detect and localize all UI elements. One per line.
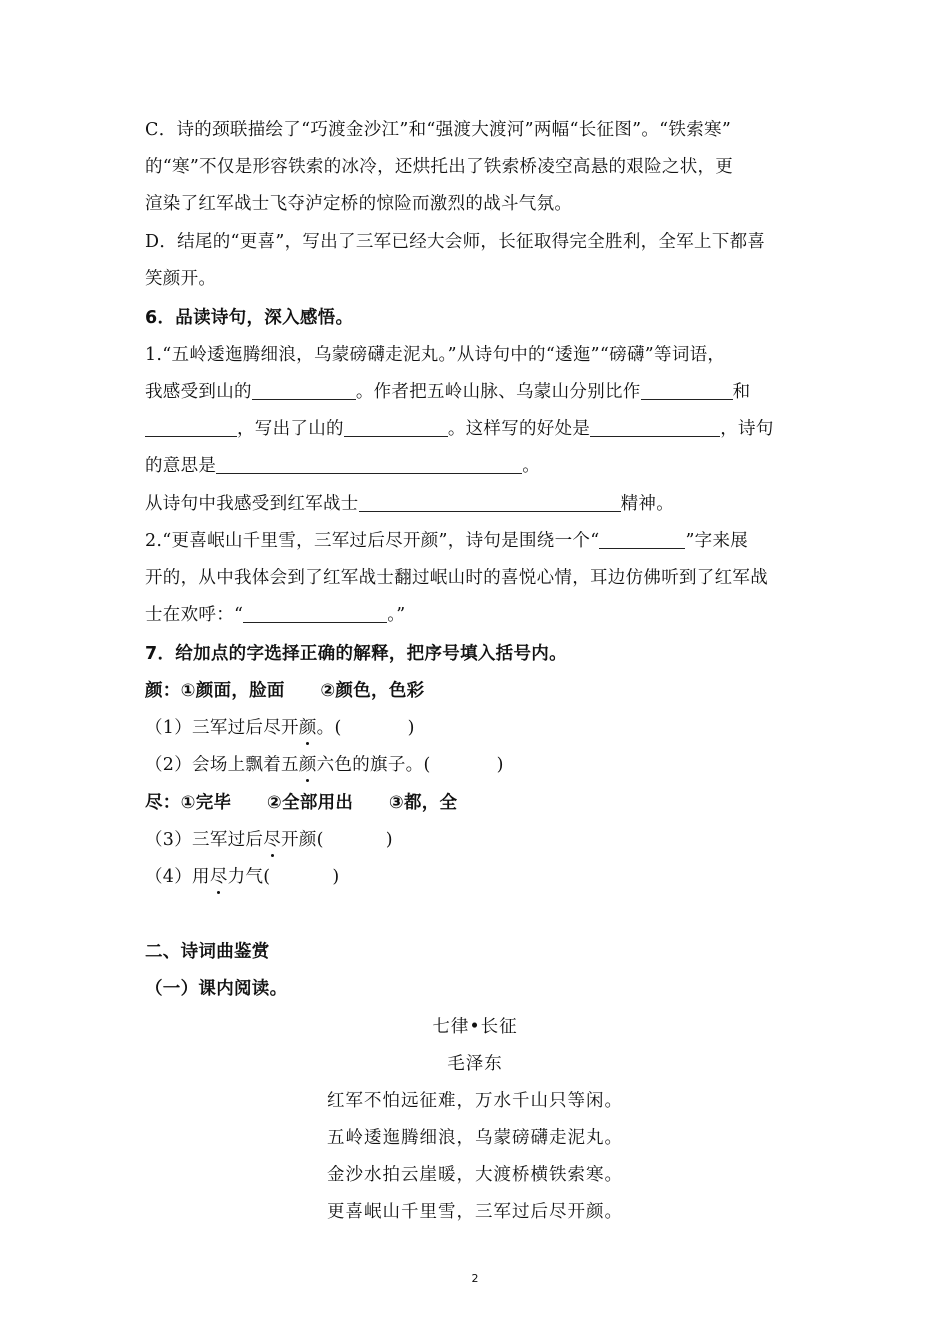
question-7-title: 7．给加点的字选择正确的解释，把序号填入括号内。 bbox=[145, 644, 567, 664]
jin-definitions: 尽：①完毕 ②全部用出 ③都，全 bbox=[145, 793, 458, 813]
q6-part2-line-3 bbox=[145, 601, 406, 626]
q6-part1-line-4 bbox=[145, 452, 540, 477]
yan-definitions: 颜：①颜面，脸面 ②颜色，色彩 bbox=[145, 681, 425, 701]
option-d-line-2: 笑颜开。 bbox=[145, 269, 217, 289]
q6-text: 2.“更喜岷山千里雪，三军过后尽开颜”，诗句是围绕一个“ bbox=[145, 531, 600, 551]
q7-text: ) bbox=[496, 755, 504, 775]
q6-part2-line-1 bbox=[145, 527, 748, 552]
poem-line: 五岭逶迤腾细浪，乌蒙磅礴走泥丸。 bbox=[327, 1128, 623, 1148]
q6-part1-line-2 bbox=[145, 378, 750, 403]
answer-blank[interactable] bbox=[359, 493, 621, 512]
answer-blank[interactable] bbox=[252, 381, 356, 400]
q6-text: 。这样写的好处是 bbox=[447, 419, 591, 439]
section-2-title: 二、诗词曲鉴赏 bbox=[145, 942, 270, 962]
q6-text: 。” bbox=[387, 605, 406, 625]
q7-item-3 bbox=[145, 826, 393, 851]
q7-item-2 bbox=[145, 751, 504, 776]
answer-blank[interactable] bbox=[641, 381, 733, 400]
poem-author: 毛泽东 bbox=[447, 1054, 503, 1074]
q6-text: ，写出了山的 bbox=[237, 419, 344, 439]
option-c-line-1: C．诗的颈联描绘了“巧渡金沙江”和“强渡大渡河”两幅“长征图”。“铁索寒” bbox=[145, 120, 732, 140]
dotted-char: 尽 bbox=[210, 863, 228, 888]
dotted-char: 颜 bbox=[299, 751, 317, 776]
q6-text: ”字来展 bbox=[685, 531, 749, 551]
answer-blank[interactable] bbox=[216, 455, 522, 474]
poem-line: 红军不怕远征难，万水千山只等闲。 bbox=[327, 1091, 623, 1111]
q6-text: 士在欢呼：“ bbox=[145, 605, 244, 625]
q7-text: 力气( bbox=[227, 867, 271, 887]
q7-text: ) bbox=[332, 867, 340, 887]
q6-part2-line-2: 开的，从中我体会到了红军战士翻过岷山时的喜悦心情，耳边仿佛听到了红军战 bbox=[145, 568, 768, 588]
poem-line: 金沙水拍云崖暖，大渡桥横铁索寒。 bbox=[327, 1165, 623, 1185]
q6-text: 我感受到山的 bbox=[145, 382, 252, 402]
q6-text: 精神。 bbox=[620, 494, 675, 514]
option-d-line-1: D．结尾的“更喜”，写出了三军已经大会师，长征取得完全胜利，全军上下都喜 bbox=[145, 232, 766, 252]
q7-text: （1）三军过后尽开 bbox=[145, 718, 299, 738]
q6-part1-line-5 bbox=[145, 490, 674, 515]
poem-line: 更喜岷山千里雪，三军过后尽开颜。 bbox=[327, 1202, 623, 1222]
q7-text: 。( bbox=[316, 718, 342, 738]
answer-blank[interactable] bbox=[590, 418, 720, 437]
q6-text: 。 bbox=[522, 456, 541, 476]
q7-text: （2）会场上飘着五 bbox=[145, 755, 299, 775]
q6-text: ，诗句 bbox=[720, 419, 774, 439]
answer-blank[interactable] bbox=[599, 530, 685, 549]
option-c-line-2: 的“寒”不仅是形容铁索的冰冷，还烘托出了铁索桥凌空高悬的艰险之状，更 bbox=[145, 157, 734, 177]
q6-text: 从诗句中我感受到红军战士 bbox=[145, 494, 359, 514]
q7-item-1 bbox=[145, 714, 415, 739]
dotted-char: 尽 bbox=[263, 826, 281, 851]
option-c-line-3: 渲染了红军战士飞夺泸定桥的惊险而激烈的战斗气氛。 bbox=[145, 194, 573, 214]
q6-text: 。作者把五岭山脉、乌蒙山分别比作 bbox=[355, 382, 641, 402]
q7-text: 六色的旗子。( bbox=[316, 755, 431, 775]
q6-part1-line-1: 1.“五岭逶迤腾细浪，乌蒙磅礴走泥丸。”从诗句中的“逶迤”“磅礴”等词语， bbox=[145, 345, 726, 365]
q7-text: （4）用 bbox=[145, 867, 210, 887]
q6-text: 的意思是 bbox=[145, 456, 217, 476]
q6-part1-line-3 bbox=[145, 415, 774, 440]
q7-text: （3）三军过后 bbox=[145, 830, 264, 850]
answer-blank[interactable] bbox=[344, 418, 448, 437]
dotted-char: 颜 bbox=[299, 714, 317, 739]
q7-text: ) bbox=[385, 830, 393, 850]
question-6-title: 6．品读诗句，深入感悟。 bbox=[145, 308, 354, 328]
q7-text: 开颜( bbox=[281, 830, 324, 850]
section-2-subtitle: （一）课内阅读。 bbox=[145, 979, 288, 999]
answer-blank[interactable] bbox=[243, 604, 387, 623]
page-number: 2 bbox=[471, 1272, 479, 1285]
poem-title: 七律•长征 bbox=[432, 1017, 518, 1037]
answer-blank[interactable] bbox=[145, 418, 237, 437]
q6-text: 和 bbox=[732, 382, 751, 402]
q7-text: ) bbox=[407, 718, 415, 738]
q7-item-4 bbox=[145, 863, 340, 888]
